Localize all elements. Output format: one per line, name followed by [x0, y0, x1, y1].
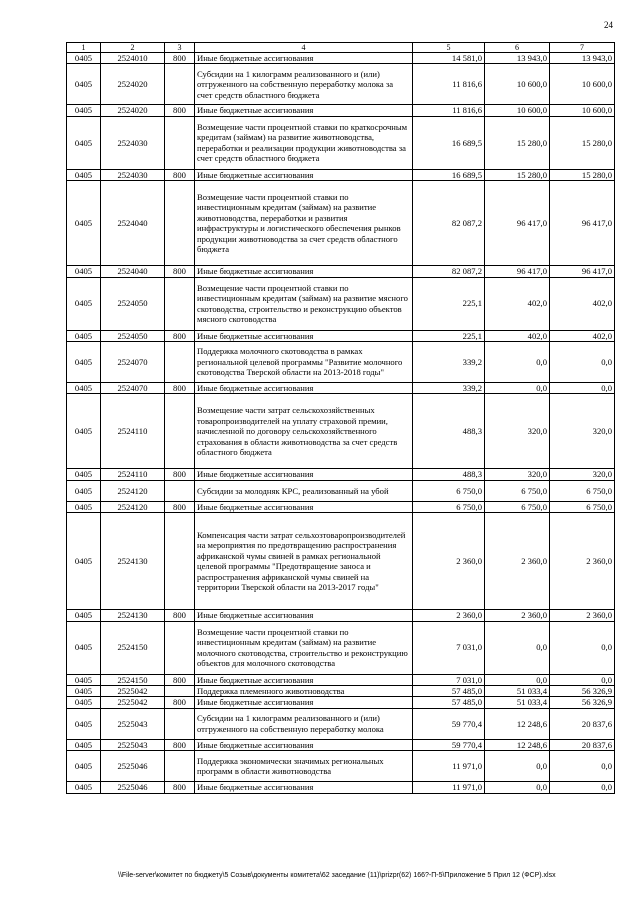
amount-col7: 0,0	[550, 621, 615, 674]
amount-col7: 96 417,0	[550, 266, 615, 277]
section-code: 0405	[67, 105, 101, 116]
expense-type-code: 800	[165, 105, 195, 116]
target-article-code: 2525043	[101, 708, 165, 739]
table-row	[67, 266, 615, 277]
table-row	[67, 674, 615, 685]
table-row	[67, 708, 615, 739]
item-name: Возмещение части процентной ставки по инвестиционным кредитам (займам) на развитие молочного скотоводства, строительство и реконструкцию объектов для молочного скотоводства	[195, 621, 413, 674]
amount-col7: 13 943,0	[550, 53, 615, 64]
amount-col6: 51 033,4	[485, 686, 550, 697]
table-row	[67, 686, 615, 697]
section-code: 0405	[67, 330, 101, 341]
amount-col7: 2 360,0	[550, 513, 615, 610]
item-name: Иные бюджетные ассигнования	[195, 383, 413, 394]
table-row	[67, 277, 615, 330]
section-code: 0405	[67, 782, 101, 793]
amount-col5: 11 971,0	[413, 782, 485, 793]
amount-col7: 96 417,0	[550, 181, 615, 266]
target-article-code: 2524130	[101, 513, 165, 610]
amount-col6: 13 943,0	[485, 53, 550, 64]
target-article-code: 2524150	[101, 621, 165, 674]
amount-col5: 11 816,6	[413, 64, 485, 105]
amount-col7: 56 326,9	[550, 686, 615, 697]
section-code: 0405	[67, 621, 101, 674]
amount-col5: 82 087,2	[413, 181, 485, 266]
table-row	[67, 181, 615, 266]
item-name: Иные бюджетные ассигнования	[195, 330, 413, 341]
target-article-code: 2524120	[101, 501, 165, 512]
page-number: 24	[604, 20, 613, 30]
expense-type-code: 800	[165, 169, 195, 180]
table-row	[67, 105, 615, 116]
amount-col7: 56 326,9	[550, 697, 615, 708]
table-row	[67, 501, 615, 512]
amount-col5: 339,2	[413, 383, 485, 394]
expense-type-code: 800	[165, 53, 195, 64]
item-name: Иные бюджетные ассигнования	[195, 469, 413, 480]
expense-type-code	[165, 480, 195, 501]
amount-col6: 15 280,0	[485, 169, 550, 180]
amount-col6: 96 417,0	[485, 181, 550, 266]
column-number: 3	[165, 43, 195, 53]
amount-col7: 6 750,0	[550, 501, 615, 512]
amount-col5: 2 360,0	[413, 513, 485, 610]
amount-col6: 402,0	[485, 330, 550, 341]
amount-col7: 0,0	[550, 342, 615, 383]
target-article-code: 2524050	[101, 330, 165, 341]
amount-col7: 6 750,0	[550, 480, 615, 501]
column-number-row	[67, 43, 615, 53]
section-code: 0405	[67, 469, 101, 480]
column-number: 7	[550, 43, 615, 53]
amount-col7: 320,0	[550, 469, 615, 480]
amount-col5: 7 031,0	[413, 674, 485, 685]
amount-col6: 15 280,0	[485, 116, 550, 169]
amount-col6: 0,0	[485, 782, 550, 793]
target-article-code: 2524020	[101, 105, 165, 116]
amount-col6: 12 248,6	[485, 739, 550, 750]
amount-col6: 96 417,0	[485, 266, 550, 277]
table-row	[67, 621, 615, 674]
item-name: Возмещение части процентной ставки по краткосрочным кредитам (займам) на развитие животноводства, переработки и реализации продукции животноводства за счет средств областного бюджета	[195, 116, 413, 169]
expense-type-code	[165, 708, 195, 739]
amount-col5: 57 485,0	[413, 686, 485, 697]
item-name: Возмещение части затрат сельскохозяйственных товаропроизводителей на уплату страховой премии, начисленной по договору сельскохозяйственного страхования в области животноводства за счет средств областного бюджета	[195, 394, 413, 469]
target-article-code: 2524150	[101, 674, 165, 685]
amount-col5: 82 087,2	[413, 266, 485, 277]
table-row	[67, 383, 615, 394]
target-article-code: 2524120	[101, 480, 165, 501]
section-code: 0405	[67, 181, 101, 266]
section-code: 0405	[67, 708, 101, 739]
file-path-footer: \\File-server\комитет по бюджету\5 Созыв\документы комитета\62 заседание (11)\prizpr(62) 166?-П-5\Приложение 5 Прил 12 (ФСР).xlsx	[118, 872, 556, 879]
amount-col6: 51 033,4	[485, 697, 550, 708]
table-row	[67, 116, 615, 169]
amount-col7: 15 280,0	[550, 169, 615, 180]
amount-col6: 10 600,0	[485, 105, 550, 116]
target-article-code: 2524040	[101, 266, 165, 277]
table-row	[67, 169, 615, 180]
target-article-code: 2524110	[101, 394, 165, 469]
amount-col5: 6 750,0	[413, 480, 485, 501]
amount-col7: 20 837,6	[550, 708, 615, 739]
table-row	[67, 480, 615, 501]
item-name: Субсидии за молодняк КРС, реализованный на убой	[195, 480, 413, 501]
amount-col6: 10 600,0	[485, 64, 550, 105]
table-row	[67, 53, 615, 64]
section-code: 0405	[67, 686, 101, 697]
item-name: Поддержка племенного животноводства	[195, 686, 413, 697]
expense-type-code: 800	[165, 330, 195, 341]
amount-col7: 0,0	[550, 383, 615, 394]
amount-col7: 2 360,0	[550, 610, 615, 621]
amount-col6: 0,0	[485, 674, 550, 685]
target-article-code: 2525046	[101, 782, 165, 793]
amount-col6: 0,0	[485, 383, 550, 394]
target-article-code: 2524050	[101, 277, 165, 330]
table-row	[67, 739, 615, 750]
expense-type-code	[165, 116, 195, 169]
amount-col5: 225,1	[413, 330, 485, 341]
amount-col7: 320,0	[550, 394, 615, 469]
table-row	[67, 751, 615, 782]
amount-col5: 57 485,0	[413, 697, 485, 708]
section-code: 0405	[67, 697, 101, 708]
amount-col5: 339,2	[413, 342, 485, 383]
expense-type-code	[165, 621, 195, 674]
target-article-code: 2524070	[101, 342, 165, 383]
item-name: Иные бюджетные ассигнования	[195, 105, 413, 116]
amount-col7: 0,0	[550, 674, 615, 685]
table-row	[67, 394, 615, 469]
target-article-code: 2524070	[101, 383, 165, 394]
section-code: 0405	[67, 751, 101, 782]
amount-col7: 10 600,0	[550, 64, 615, 105]
table-row	[67, 513, 615, 610]
section-code: 0405	[67, 277, 101, 330]
amount-col7: 10 600,0	[550, 105, 615, 116]
expense-type-code: 800	[165, 697, 195, 708]
expense-type-code: 800	[165, 674, 195, 685]
table-row	[67, 330, 615, 341]
column-number: 5	[413, 43, 485, 53]
amount-col6: 2 360,0	[485, 610, 550, 621]
section-code: 0405	[67, 53, 101, 64]
expense-type-code	[165, 342, 195, 383]
amount-col6: 320,0	[485, 469, 550, 480]
expense-type-code	[165, 181, 195, 266]
expense-type-code	[165, 686, 195, 697]
column-number: 1	[67, 43, 101, 53]
amount-col7: 20 837,6	[550, 739, 615, 750]
section-code: 0405	[67, 394, 101, 469]
item-name: Иные бюджетные ассигнования	[195, 610, 413, 621]
expense-type-code: 800	[165, 739, 195, 750]
amount-col7: 402,0	[550, 330, 615, 341]
item-name: Субсидии на 1 килограмм реализованного и (или) отгруженного на собственную переработку молока	[195, 708, 413, 739]
amount-col7: 0,0	[550, 751, 615, 782]
target-article-code: 2524110	[101, 469, 165, 480]
section-code: 0405	[67, 501, 101, 512]
amount-col5: 16 689,5	[413, 169, 485, 180]
budget-table	[66, 42, 615, 794]
expense-type-code: 800	[165, 469, 195, 480]
table-row	[67, 469, 615, 480]
amount-col5: 59 770,4	[413, 739, 485, 750]
item-name: Иные бюджетные ассигнования	[195, 739, 413, 750]
target-article-code: 2524010	[101, 53, 165, 64]
amount-col7: 0,0	[550, 782, 615, 793]
target-article-code: 2525042	[101, 697, 165, 708]
expense-type-code: 800	[165, 782, 195, 793]
expense-type-code	[165, 513, 195, 610]
amount-col6: 402,0	[485, 277, 550, 330]
section-code: 0405	[67, 610, 101, 621]
section-code: 0405	[67, 674, 101, 685]
target-article-code: 2525042	[101, 686, 165, 697]
item-name: Иные бюджетные ассигнования	[195, 782, 413, 793]
item-name: Иные бюджетные ассигнования	[195, 169, 413, 180]
target-article-code: 2524130	[101, 610, 165, 621]
section-code: 0405	[67, 116, 101, 169]
expense-type-code: 800	[165, 501, 195, 512]
expense-type-code	[165, 394, 195, 469]
amount-col6: 0,0	[485, 751, 550, 782]
amount-col7: 15 280,0	[550, 116, 615, 169]
item-name: Компенсация части затрат сельхозтоваропроизводителей на мероприятия по предотвращению распространения африканской чумы свиней в рамках региональной целевой программы "Предотвращение заноса и распространения африканской чумы свиней на территории Тверской области на 2013-2017 годы"	[195, 513, 413, 610]
section-code: 0405	[67, 342, 101, 383]
amount-col5: 16 689,5	[413, 116, 485, 169]
section-code: 0405	[67, 266, 101, 277]
expense-type-code	[165, 64, 195, 105]
column-number: 4	[195, 43, 413, 53]
target-article-code: 2524030	[101, 116, 165, 169]
amount-col6: 0,0	[485, 621, 550, 674]
item-name: Субсидии на 1 килограмм реализованного и (или) отгруженного на собственную переработку молока за счет средств областного бюджета	[195, 64, 413, 105]
amount-col5: 7 031,0	[413, 621, 485, 674]
item-name: Иные бюджетные ассигнования	[195, 53, 413, 64]
expense-type-code: 800	[165, 266, 195, 277]
amount-col5: 6 750,0	[413, 501, 485, 512]
expense-type-code: 800	[165, 610, 195, 621]
target-article-code: 2524040	[101, 181, 165, 266]
amount-col5: 59 770,4	[413, 708, 485, 739]
table-row	[67, 697, 615, 708]
column-number: 2	[101, 43, 165, 53]
item-name: Возмещение части процентной ставки по инвестиционным кредитам (займам) на развитие животноводства, переработки и развития инфраструктуры и логистического обеспечения рынков продукции животноводства за счет средств областного бюджета	[195, 181, 413, 266]
amount-col6: 0,0	[485, 342, 550, 383]
table-row	[67, 64, 615, 105]
column-number: 6	[485, 43, 550, 53]
amount-col5: 14 581,0	[413, 53, 485, 64]
item-name: Иные бюджетные ассигнования	[195, 674, 413, 685]
expense-type-code: 800	[165, 383, 195, 394]
table-row	[67, 342, 615, 383]
target-article-code: 2524030	[101, 169, 165, 180]
amount-col6: 6 750,0	[485, 480, 550, 501]
amount-col7: 402,0	[550, 277, 615, 330]
amount-col6: 12 248,6	[485, 708, 550, 739]
item-name: Иные бюджетные ассигнования	[195, 501, 413, 512]
amount-col5: 11 816,6	[413, 105, 485, 116]
table-row	[67, 782, 615, 793]
item-name: Поддержка молочного скотоводства в рамках региональной целевой программы "Развитие молочного скотоводства Тверской области на 2013-2018 годы"	[195, 342, 413, 383]
amount-col5: 488,3	[413, 469, 485, 480]
target-article-code: 2525046	[101, 751, 165, 782]
section-code: 0405	[67, 513, 101, 610]
section-code: 0405	[67, 169, 101, 180]
item-name: Поддержка экономически значимых региональных программ в области животноводства	[195, 751, 413, 782]
expense-type-code	[165, 751, 195, 782]
item-name: Иные бюджетные ассигнования	[195, 266, 413, 277]
expense-type-code	[165, 277, 195, 330]
section-code: 0405	[67, 64, 101, 105]
amount-col6: 320,0	[485, 394, 550, 469]
section-code: 0405	[67, 739, 101, 750]
amount-col5: 2 360,0	[413, 610, 485, 621]
item-name: Иные бюджетные ассигнования	[195, 697, 413, 708]
section-code: 0405	[67, 480, 101, 501]
amount-col5: 11 971,0	[413, 751, 485, 782]
section-code: 0405	[67, 383, 101, 394]
table-row	[67, 610, 615, 621]
amount-col5: 225,1	[413, 277, 485, 330]
amount-col6: 2 360,0	[485, 513, 550, 610]
target-article-code: 2525043	[101, 739, 165, 750]
target-article-code: 2524020	[101, 64, 165, 105]
amount-col6: 6 750,0	[485, 501, 550, 512]
item-name: Возмещение части процентной ставки по инвестиционным кредитам (займам) на развитие мясного скотоводства, строительство и реконструкцию объектов мясного скотоводства	[195, 277, 413, 330]
amount-col5: 488,3	[413, 394, 485, 469]
